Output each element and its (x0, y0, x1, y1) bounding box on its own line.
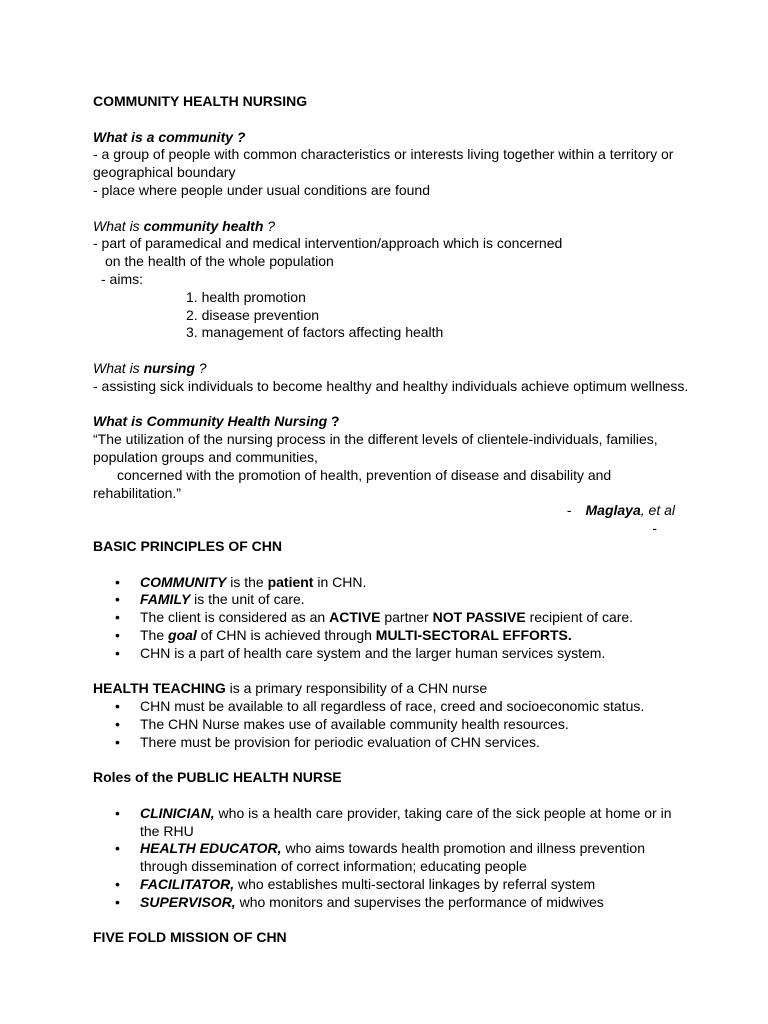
community-question: What is a community ? (93, 128, 246, 145)
nursing-question: What is nursing ? (93, 359, 207, 376)
chn-question: What is Community Health Nursing ? (93, 413, 340, 430)
principles-list (93, 574, 693, 663)
attribution-dash: - (652, 520, 657, 537)
list-item: • The CHN Nurse makes use of available community health resources. (115, 715, 569, 732)
community-def-1: - a group of people with common characteristics or interests living together within a territory or geographical boundary (93, 146, 674, 181)
list-item: • CHN must be available to all regardless of race, creed and socioeconomic status. (115, 698, 645, 715)
aim-item: 2. disease prevention (186, 306, 320, 323)
list-item: • FAMILY is the unit of care. (115, 591, 305, 608)
aims-label: - aims: (101, 270, 143, 287)
list-item: • SUPERVISOR, who monitors and supervises the performance of midwives (115, 893, 604, 910)
list-item: • The client is considered as an ACTIVE partner NOT PASSIVE recipient of care. (115, 609, 634, 626)
chn-quote-1: “The utilization of the nursing process in the different levels of clientele-individuals, families, population groups and communities, (93, 431, 658, 465)
community-health-def-2: on the health of the whole population (105, 253, 334, 270)
list-item: • HEALTH EDUCATOR, who aims towards health promotion and illness prevention through dissemination of correct information; educating people (115, 840, 645, 875)
roles-list (93, 805, 693, 912)
roles-heading: Roles of the PUBLIC HEALTH NURSE (93, 769, 342, 786)
list-item: • There must be provision for periodic evaluation of CHN services. (115, 733, 540, 750)
list-item: • FACILITATOR, who establishes multi-sectoral linkages by referral system (115, 876, 596, 893)
community-health-def-1: - part of paramedical and medical intervention/approach which is concerned (93, 235, 563, 252)
list-item: • COMMUNITY is the patient in CHN. (115, 573, 367, 590)
chn-quote-2: concerned with the promotion of health, prevention of disease and disability and rehabilitation.” (93, 466, 612, 501)
community-def-2: - place where people under usual conditions are found (93, 181, 431, 198)
teaching-list (93, 698, 693, 751)
teaching-heading: HEALTH TEACHING is a primary responsibility of a CHN nurse (93, 680, 488, 697)
list-item: • CLINICIAN, who is a health care provider, taking care of the sick people at home or in the RHU (115, 804, 672, 839)
aim-item: 1. health promotion (186, 288, 306, 305)
document-page (93, 93, 693, 947)
nursing-def: - assisting sick individuals to become healthy and healthy individuals achieve optimum wellness. (93, 377, 689, 394)
chn-attribution: - Maglaya, et al (566, 502, 675, 519)
mission-heading: FIVE FOLD MISSION OF CHN (93, 929, 287, 946)
community-health-question: What is community health ? (93, 217, 276, 234)
document-title: COMMUNITY HEALTH NURSING (93, 93, 308, 109)
list-item: • CHN is a part of health care system and the larger human services system. (115, 644, 606, 661)
principles-heading: BASIC PRINCIPLES OF CHN (93, 537, 283, 554)
list-item: • The goal of CHN is achieved through MULTI-SECTORAL EFFORTS. (115, 626, 572, 643)
aim-item: 3. management of factors affecting health (186, 324, 444, 341)
